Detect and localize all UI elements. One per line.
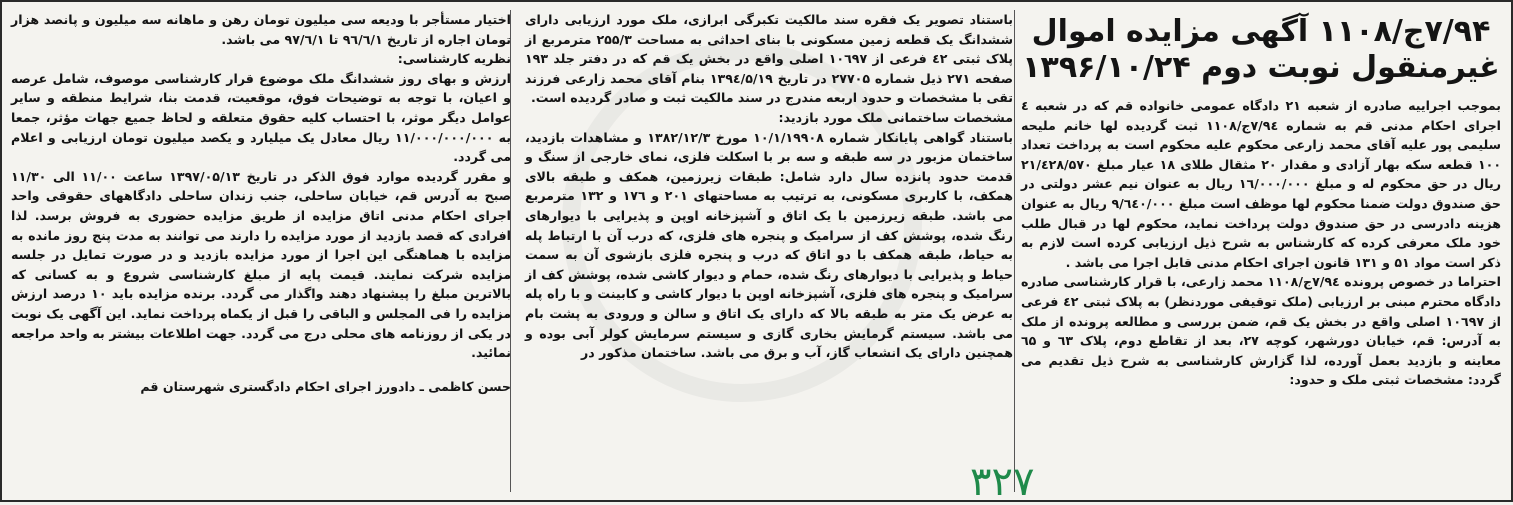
section-heading: نظریه کارشناسی: [397, 51, 511, 67]
column-divider [1014, 10, 1015, 492]
handwritten-number: ۳۲۷ [970, 459, 1035, 505]
notice-paragraph: و مقرر گردیده موارد فوق الذکر در تاریخ ۱۳۹۷/۰۵/۱۳ ساعت ۱۱/۰۰ الی ۱۱/۳۰ صبح به آدرس قم، خیابان ساحلی، جنب زندان ساحلی دادگاههای حقوقی واحد اجرای احکام مدنی اتاق مزایده از طریق مزایده حضوری به فروش برسد. لذا افرادی که قصد بازدید از مورد مزایده را دارند می توانند به مدت پنج روز مانده به مزایده با هماهنگی این اجرا از مورد مزایده بازدید و در صورت تمایل در جلسه مزایده شرکت نمایند. قیمت پایه از مبلغ کارشناسی شروع و به کسانی که بالاترین مبلغ را پیشنهاد دهند واگذار می گردد. برنده مزایده باید ۱۰ درصد ارزش مزایده را فی المجلس و الباقی را قبل از یکماه پرداخت نماید. این آگهی یک نوبت در یکی از روزنامه های محلی درج می گردد. جهت اطلاعات بیشتر به واحد مراجعه نمائید. [11, 168, 511, 361]
notice-title-line-1: ۷/۹۴ج/۱۱۰۸ آگهی مزایده اموال [1031, 14, 1491, 49]
notice-paragraph: باستناد تصویر یک فقره سند مالکیت تکبرگی ابرازی، ملک مورد ارزیابی دارای ششدانگ یک قطعه زمین مسکونی با بنای احداثی به مساحت ۲۵۵/۳ مترمربع از پلاک ثبتی ٤۲ فرعی از ۱۰٦۹۷ اصلی واقع در بخش یک قم که در دفتر جلد ۱۹۳ صفحه ۲۷۱ ذیل شماره ۲۷۷۰۵ در تاریخ ۱۳۹٤/۵/۱۹ بنام آقای محمد زارعی فرزند تقی با مشخصات و حدود اربعه مندرج در سند مالکیت ثبت و صادر گردیده است. [525, 12, 1013, 106]
section-heading: مشخصات ساختمانی ملک مورد بازدید: [778, 109, 1013, 125]
notice-paragraph: ارزش و بهای روز ششدانگ ملک موضوع قرار کارشناسی موصوف، شامل عرصه و اعیان، با توجه به توضیحات فوق، موقعیت، قدمت بنا، شرایط منطقه و سایر عوامل دیگر موثر، با احتساب کلیه حقوق متعلقه و لحاظ جمیع جهات مؤثر، جمعا به ۱۱/۰۰۰/۰۰۰/۰۰۰ ریال معادل یک میلیارد و یکصد میلیون تومان ارزیابی و اعلام می گردد. [11, 70, 511, 165]
notice-column-left [11, 10, 511, 492]
notice-paragraph: اختیار مستأجر با ودیعه سی میلیون تومان رهن و ماهانه سه میلیون و پانصد هزار تومان اجاره از تاریخ ۹٦/٦/۱ تا ۹۷/٦/۱ می باشد. [11, 12, 511, 47]
notice-paragraph: احتراما در خصوص پرونده ۷/۹٤ج/۱۱۰۸ محمد زارعی، با قرار کارشناسی صادره دادگاه محترم مبنی بر ارزیابی (ملک توقیفی موردنظر) به پلاک ثبتی ٤۲ فرعی از ۱۰٦۹۷ اصلی واقع در بخش یک قم، ضمن بررسی و مطالعه پرونده از ملک به آدرس: قم، خیابان دورشهر، کوچه ۲۷، بعد از تقاطع دوم، پلاک ٦۳ و ٦۵ معاینه و بازدید بعمل آورده، لذا گزارش کارشناسی به شرح ذیل تقدیم می گردد: مشخصات ثبتی ملک و حدود: [1021, 274, 1502, 388]
notice-column-right [1021, 10, 1501, 492]
notice-paragraph: بموجب اجراییه صادره از شعبه ۲۱ دادگاه عمومی خانواده قم که در شعبه ٤ اجرای احکام مدنی قم به شماره ۷/۹٤ج/۱۱۰۸ ثبت گردیده لها خانم ملیحه سلیمی پور علیه آقای محمد زارعی محکوم علیه محکوم است به پرداخت تعداد ۱۰۰ قطعه سکه بهار آزادی و مقدار ۲۰ مثقال طلای ۱۸ عیار مبلغ ۲۱/٤۲۸/۵۷۰ ریال در حق محکوم له و مبلغ ۱٦/۰۰۰/۰۰۰ ریال به عنوان نیم عشر دولتی در حق صندوق دولت ضمنا محکوم لها موظف است مبلغ ۹/٦٤۰/۰۰۰ ریال به عنوان هزینه دادرسی در حق صندوق دولت پرداخت نماید، محکوم لها در قبال طلب خود ملک معرفی کرده که کارشناس به شرح ذیل ارزیابی کرده است لازم به ذکر است مواد ۵۱ و ۱۳۱ قانون اجرای احکام مدنی قابل اجرا می باشد . [1021, 98, 1502, 270]
notice-title-line-2: غیرمنقول نوبت دوم ۱۳۹۶/۱۰/۲۴ [1022, 50, 1500, 85]
signature-line: حسن کاظمی ـ دادورز اجرای احکام دادگستری شهرستان قم [140, 378, 511, 394]
notice-paragraph: باستناد گواهی پایانکار شماره ۱۰/۱/۱۹۹۰۸ مورخ ۱۳۸۲/۱۲/۳ و مشاهدات بازدید، ساختمان مزبور در سه طبقه و سه بر با اسکلت فلزی، نمای خارجی از سنگ و قدمت حدود پانزده سال دارد شامل: طبقات زیرزمین، همکف و طبقه بالای همکف، با کاربری مسکونی، به ترتیب به مساحتهای ۲۰۱ و ۱۷٦ و ۱۳۲ مترمربع می باشد. طبقه زیرزمین با یک اتاق و آشپزخانه اوپن و پذیرایی با دیوارهای رنگ شده، پوشش کف از سرامیک و پنجره های فلزی، که درب آن با ارتباط پله به حیاط، طبقه همکف با دو اتاق که درب و پنجره فلزی بازشوی آن به سمت حیاط و پذیرایی با دیوارهای رنگ شده، حمام و دیوار کاشی شده، پوشش کف از سرامیک و پنجره های فلزی، آشپزخانه اوپن با دیوار کاشی و کابینت و با راه پله به عرض یک متر به طبقه بالا که دارای یک اتاق و سالن و ورودی به پشت بام می باشد. سیستم گرمایش بخاری گازی و سیستم سرمایش کولر آبی بوده و همچنین دارای یک انشعاب گاز، آب و برق می باشد. ساختمان مذکور در [525, 129, 1013, 361]
notice-column-middle [525, 10, 1013, 492]
notice-title [1021, 14, 1501, 86]
